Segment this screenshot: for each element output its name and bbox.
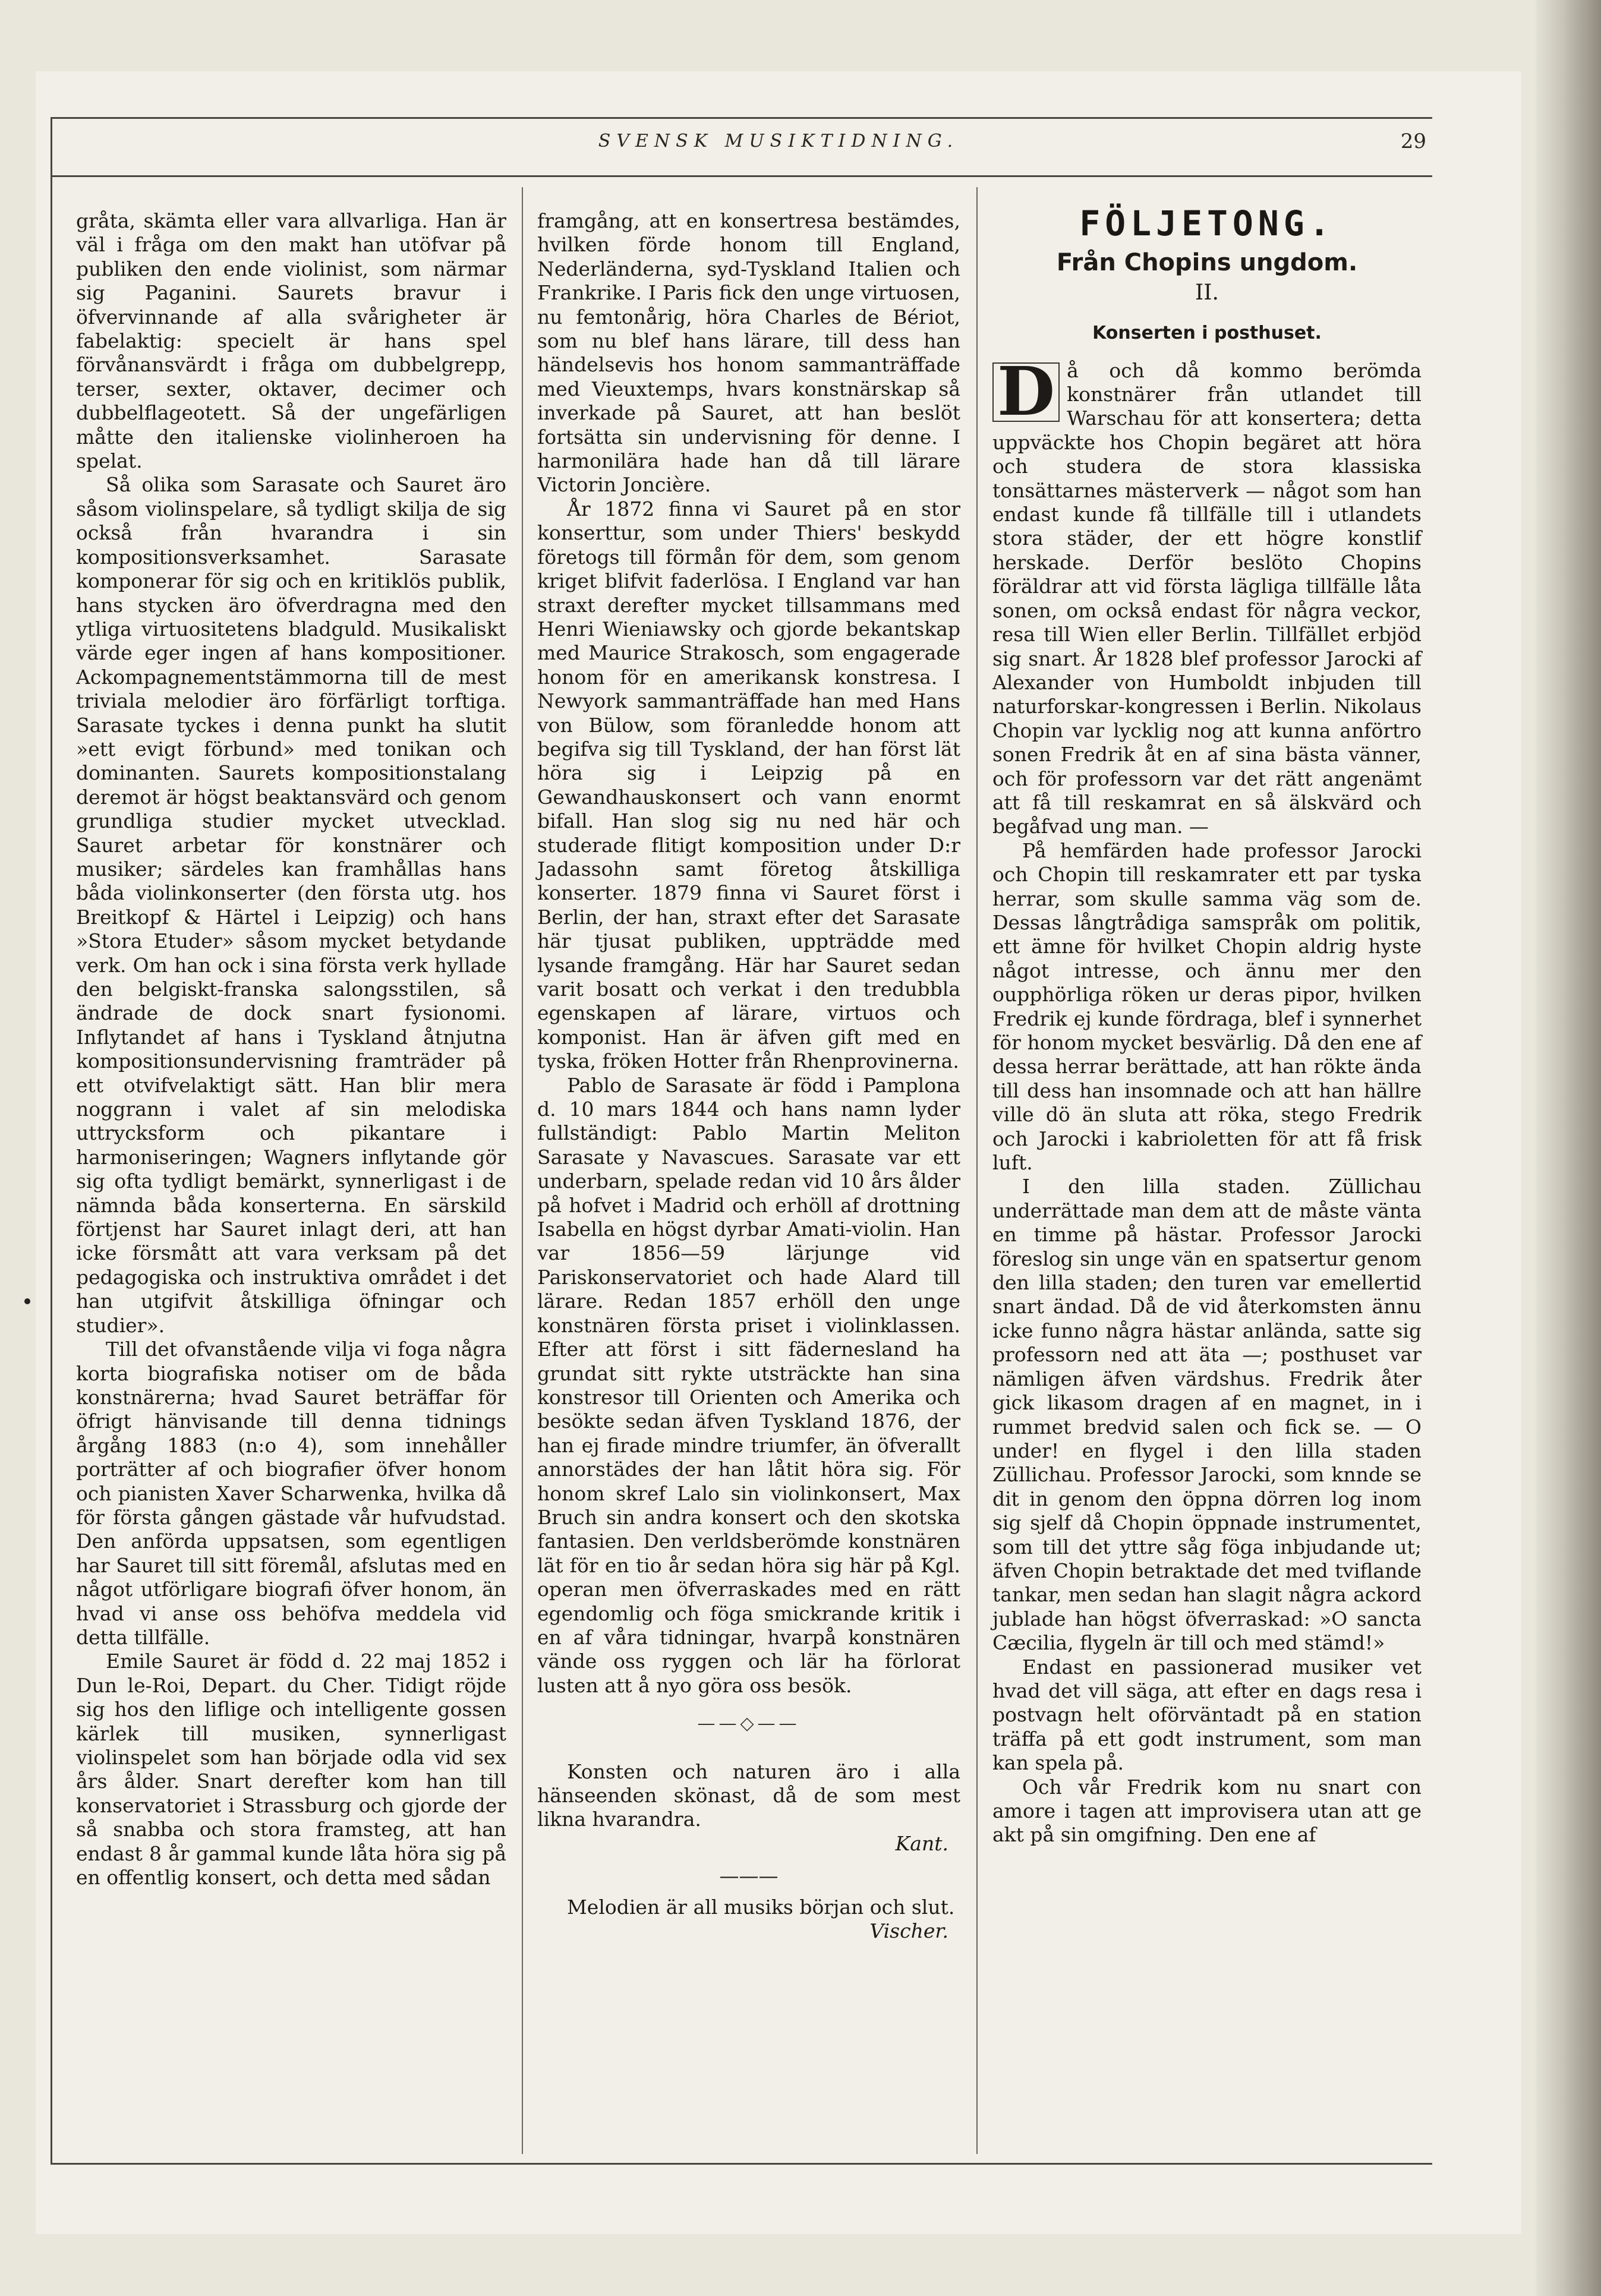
column-rule-2 [976,187,978,2154]
feuilleton-section-heading: Konserten i posthuset. [1092,323,1322,344]
quote-divider: ——— [719,1864,779,1888]
section-ornament: ——◇—— [697,1713,800,1734]
column-3-feuilleton [992,203,1422,1847]
drop-cap: D [992,362,1060,422]
col2-paragraph: År 1872 finna vi Sauret på en stor konserttur, som under Thiers' beskydd företogs till förmån för dem, som genom kriget blifvit faderlösa. I England var han straxt derefter mycket tillsammans med Henri Wieniawsky och gjorde bekantskap med Maurice Strakosch, som engagerade honom för en amerikansk konstresa. I Newyork sammanträffade han med Hans von Bülow, som föranledde honom att begifva sig till Tyskland, der han först lät höra sig i Leipzig på en Gewandhauskonsert och vann enormt bifall. Han slog sig nu ned här och studerade flitigt komposition under D:r Jadassohn samt företog åtskilliga konserter. 1879 finna vi Sauret först i Berlin, der han, straxt efter det Sarasate här tjusat publiken, uppträdde med lysande framgång. Här har Sauret sedan varit bosatt och verkat i den tredubbla egenskapen af lärare, virtuos och komponist. Han är äfven gift med en tyska, fröken Hotter från Rhenprovinerna. [537,497,960,1073]
feuilleton-subtitle: Från Chopins ungdom. [1056,249,1358,277]
quote-kant-author: Kant. [895,1831,948,1855]
col2-paragraph: framgång, att en konsertresa bestämdes, hvilken förde honom till England, Nederländerna, syd-Tyskland Italien och Frankrike. I Paris fick den unge virtuosen, nu femtonårig, höra Charles de Bériot, som nu blef hans lärare, till dess han händelsevis hos honom sammanträffade med Vieuxtemps, hvars konstnärskap så inverkade på Sauret, att han beslöt fortsätta sin undervisning för denne. I harmonilära hade han då till lärare Victorin Joncière. [537,209,960,497]
header-rule-top [51,117,1432,119]
col1-paragraph: Så olika som Sarasate och Sauret äro såsom violinspelare, så tydligt skilja de sig också från hvarandra i sin kompositionsverksamhet. Sarasate komponerar för sig och en kritiklös publik, hans stycken äro öfverdragna med den ytliga virtuositetens bladguld. Musikaliskt värde eger ingen af hans kompositioner. Ackompagnementstämmorna till de mest triviala melodier äro förfärligt torftiga. Sarasate tyckes i denna punkt ha slutit »ett evigt förbund» med tonikan och dominanten. Saurets kompositionstalang deremot är högst beaktansvärd och genom grundliga studier mycket utvecklad. Sauret arbetar för konstnärer och musiker; särdeles kan framhållas hans båda violinkonserter (den första utg. hos Breitkopf & Härtel i Leipzig) och hans »Stora Etuder» såsom mycket betydande verk. Om han ock i sina första verk hyllade den belgiskt-franska salongsstilen, så ändrade de dock snart fysionomi. Inflytandet af hans i Tyskland åtnjutna kompositionsundervisning framträder på ett otvifvelaktigt sätt. Han blir mera noggrann i valet af sin melodiska uttrycksform och pikantare i harmoniseringen; Wagners inflytande gör sig ofta tydligt bemärkt, synnerligast i de nämnda båda konserterna. En särskild förtjenst har Sauret inlagt deri, att han icke försmått att vara verksam på det pedagogiska och instruktiva området i det han utgifvit åtskilliga öfningar och studier». [76,473,506,1337]
quote-vischer-author: Vischer. [869,1919,948,1943]
col1-paragraph: gråta, skämta eller vara allvarliga. Han är väl i fråga om den makt han utöfvar på publiken den ende violinist, som närmar sig Paganini. Saurets bravur i öfvervinnande af alla svårigheter är fabelaktig: specielt är hans spel förvånansvärdt i fråga om dubbelgrepp, terser, sexter, oktaver, decimer och dubbelflageotett. Så der ungefärligen måtte den italienske violinheroen ha spelat. [76,209,506,473]
frame-bottom-rule [51,2163,1432,2165]
column-2 [537,209,960,1943]
feuilleton-paragraph: På hemfärden hade professor Jarocki och Chopin till reskamrater ett par tyska herrar, som skulle samma väg som de. Dessas långtrådiga samspråk om politik, ett ämne för hvilket Chopin aldrig hyste något intresse, och ännu mer den oupphörliga röken ur deras pipor, hvilken Fredrik ej kunde fördraga, blef i synnerhet för honom mycket besvärlig. Då den ene af dessa herrar berättade, att han rökte ända till dess han insomnade och att han hällre ville dö än sluta att röka, stego Fredrik och Jarocki i kabrioletten för att få frisk luft. [992,838,1422,1175]
column-1 [76,209,506,1890]
feuilleton-paragraph: å och då kommo berömda konstnärer från utlandet till Warschau för att konsertera; detta uppväckte hos Chopin begäret att höra och studera de stora klassiska tonsättarnes mästerverk — något som han endast kunde få tillfälle till i utlandets stora städer, der ett högre konstlif herskade. Derför beslöto Chopins föräldrar att vid första lägliga tillfälle låta sonen, om också endast för några veckor, resa till Wien eller Berlin. Tillfället erbjöd sig snart. År 1828 blef professor Jarocki af Alexander von Humboldt inbjuden till naturforskar-kongressen i Berlin. Nikolaus Chopin var lycklig nog att kunna anförtro sonen Fredrik åt en af sina bästa vänner, och för professorn var det rätt angenämt att få till reskamrat en så älskvärd och begåfvad ung man. — [992,358,1422,838]
print-speck [24,1298,30,1304]
running-header: SVENSK MUSIKTIDNING. [598,131,959,152]
frame-left-rule [51,117,52,2164]
column-rule-1 [522,187,523,2154]
col2-paragraph: Pablo de Sarasate är född i Pamplona d. 10 mars 1844 och hans namn lyder fullständigt: Pablo Martin Meliton Sarasate y Navascues. Sarasate var ett underbarn, spelade redan vid 10 års ålder på hofvet i Madrid och erhöll af drottning Isabella en högst dyrbar Amati-violin. Han var 1856—59 lärjunge vid Pariskonservatoriet och hade Alard till lärare. Redan 1857 erhöll den unge konstnären första priset i violinklassen. Efter att först i sitt fädernesland ha grundat sitt rykte utsträckte han sina konstresor till Orienten och Amerika och besökte sedan äfven Tyskland 1876, der han ej firade mindre triumfer, än öfverallt annorstädes der han låtit höra sig. För honom skref Lalo sin violinkonsert, Max Bruch sin andra konsert och den skotska fantasien. Den verldsberömde konstnären lät för en tio år sedan höra sig här på Kgl. operan men öfverraskades med en rätt egendomlig och föga smickrande kritik i en af våra tidningar, hvarpå konstnären vände oss ryggen och lär ha förlorat lusten att å nyo göra oss besök. [537,1073,960,1697]
feuilleton-title: FÖLJETONG. [1079,203,1335,244]
quote-kant: Konsten och naturen äro i alla hänseenden skönast, då de som mest likna hvarandra. [537,1759,960,1831]
header-rule-bottom [51,175,1432,177]
col1-paragraph: Emile Sauret är född d. 22 maj 1852 i Dun le-Roi, Depart. du Cher. Tidigt röjde sig hos den liflige och intelligente gossen kärlek till musiken, synnerligast violinspelet som han började odla vid sex års ålder. Snart derefter kom han till konservatoriet i Strassburg och gjorde der så snabba och stora framsteg, att han endast 8 år gammal kunde låta höra sig på en offentlig konsert, och detta med sådan [76,1650,506,1890]
feuilleton-paragraph: I den lilla staden. Züllichau underrättade man dem att de måste vänta en timme på hästar. Professor Jarocki föreslog sin unge vän en spatsertur genom den lilla staden; den turen var emellertid snart ändad. Då de vid återkomsten ännu icke funno några hästar anlända, satte sig professorn ned att äta —; posthuset var nämligen äfven värdshus. Fredrik åter gick likasom dragen af en magnet, in i rummet bredvid salen och fick se. — O under! en flygel i den lilla staden Züllichau. Professor Jarocki, som knnde se dit in genom den öppna dörren log inom sig sjelf då Chopin öppnade instrumentet, som till det yttre såg föga inbjudande ut; äfven Chopin betraktade det med tviflande tankar, men sedan han slagit några ackord jublade han högst öfverraskad: »O sancta Cæcilia, flygeln är till och med stämd!» [992,1175,1422,1655]
page-edge [1536,0,1601,2296]
quote-vischer: Melodien är all musiks början och slut. [567,1895,955,1919]
feuilleton-paragraph: Endast en passionerad musiker vet hvad det vill säga, att efter en dags resa i postvagn helt oförväntadt på en station träffa på ett godt instrument, som man kan spela på. [992,1655,1422,1775]
page-number: 29 [1400,130,1426,153]
feuilleton-paragraph: Och vår Fredrik kom nu snart con amore i tagen att improvisera utan att ge akt på sin omgifning. Den ene af [992,1775,1422,1847]
feuilleton-part: II. [1195,280,1219,305]
col1-paragraph: Till det ofvanstående vilja vi foga några korta biografiska notiser om de båda konstnärerna; hvad Sauret beträffar för öfrigt hänvisande till denna tidnings årgång 1883 (n:o 4), som innehåller porträtter af och biografier öfver honom och pianisten Xaver Scharwenka, hvilka då för första gången gästade vår hufvudstad. Den anförda uppsatsen, som egentligen har Sauret till sitt föremål, afslutas med en något utförligare biografi öfver honom, än hvad vi anse oss behöfva meddela vid detta tillfälle. [76,1338,506,1649]
